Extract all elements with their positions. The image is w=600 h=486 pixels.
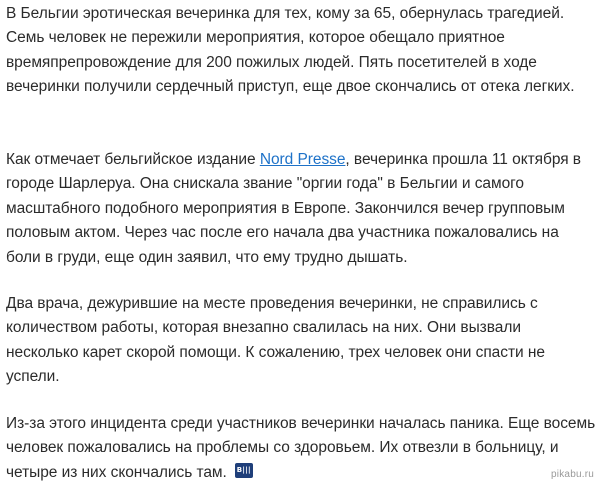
paragraph-4 [6, 412, 596, 485]
source-badge-icon[interactable]: B||| [235, 463, 253, 478]
nord-presse-link[interactable]: Nord Presse [259, 151, 346, 168]
paragraph-4-text: Из-за этого инцидента среди участников вечеринки началась паника. Еще восемь человек пожаловались на проблемы со здоровьем. Их отвезли в больницу, и четыре из них скончались там. [6, 415, 596, 481]
paragraph-2 [6, 148, 596, 270]
pikabu-watermark: pikabu.ru [551, 469, 594, 480]
paragraph-2-rest: , вечеринка прошла 11 октября в городе Шарлеруа. Она снискала звание "оргии года" в Бельгии и самого масштабного подобного мероприятия в Европе. Закончился вечер групповым половым актом. Через час после его начала два участника пожаловались на боли в груди, еще один заявил, что ему трудно дышать. [6, 151, 581, 266]
paragraph-3: Два врача, дежурившие на месте проведения вечеринки, не справились с количеством работы, которая внезапно свалилась на них. Они вызвали несколько карет скорой помощи. К сожалению, трех человек они спасти не успели. [6, 295, 545, 386]
paragraph-2-intro: Как отмечает бельгийское издание [6, 151, 260, 168]
paragraph-1: В Бельгии эротическая вечеринка для тех, кому за 65, обернулась трагедией. Семь человек не пережили мероприятия, которое обещало приятное времяпрепровождение для 200 пожилых людей. Пять посетителей в ходе вечеринки получили сердечный приступ, еще двое скончались от отека легких. [6, 5, 575, 96]
